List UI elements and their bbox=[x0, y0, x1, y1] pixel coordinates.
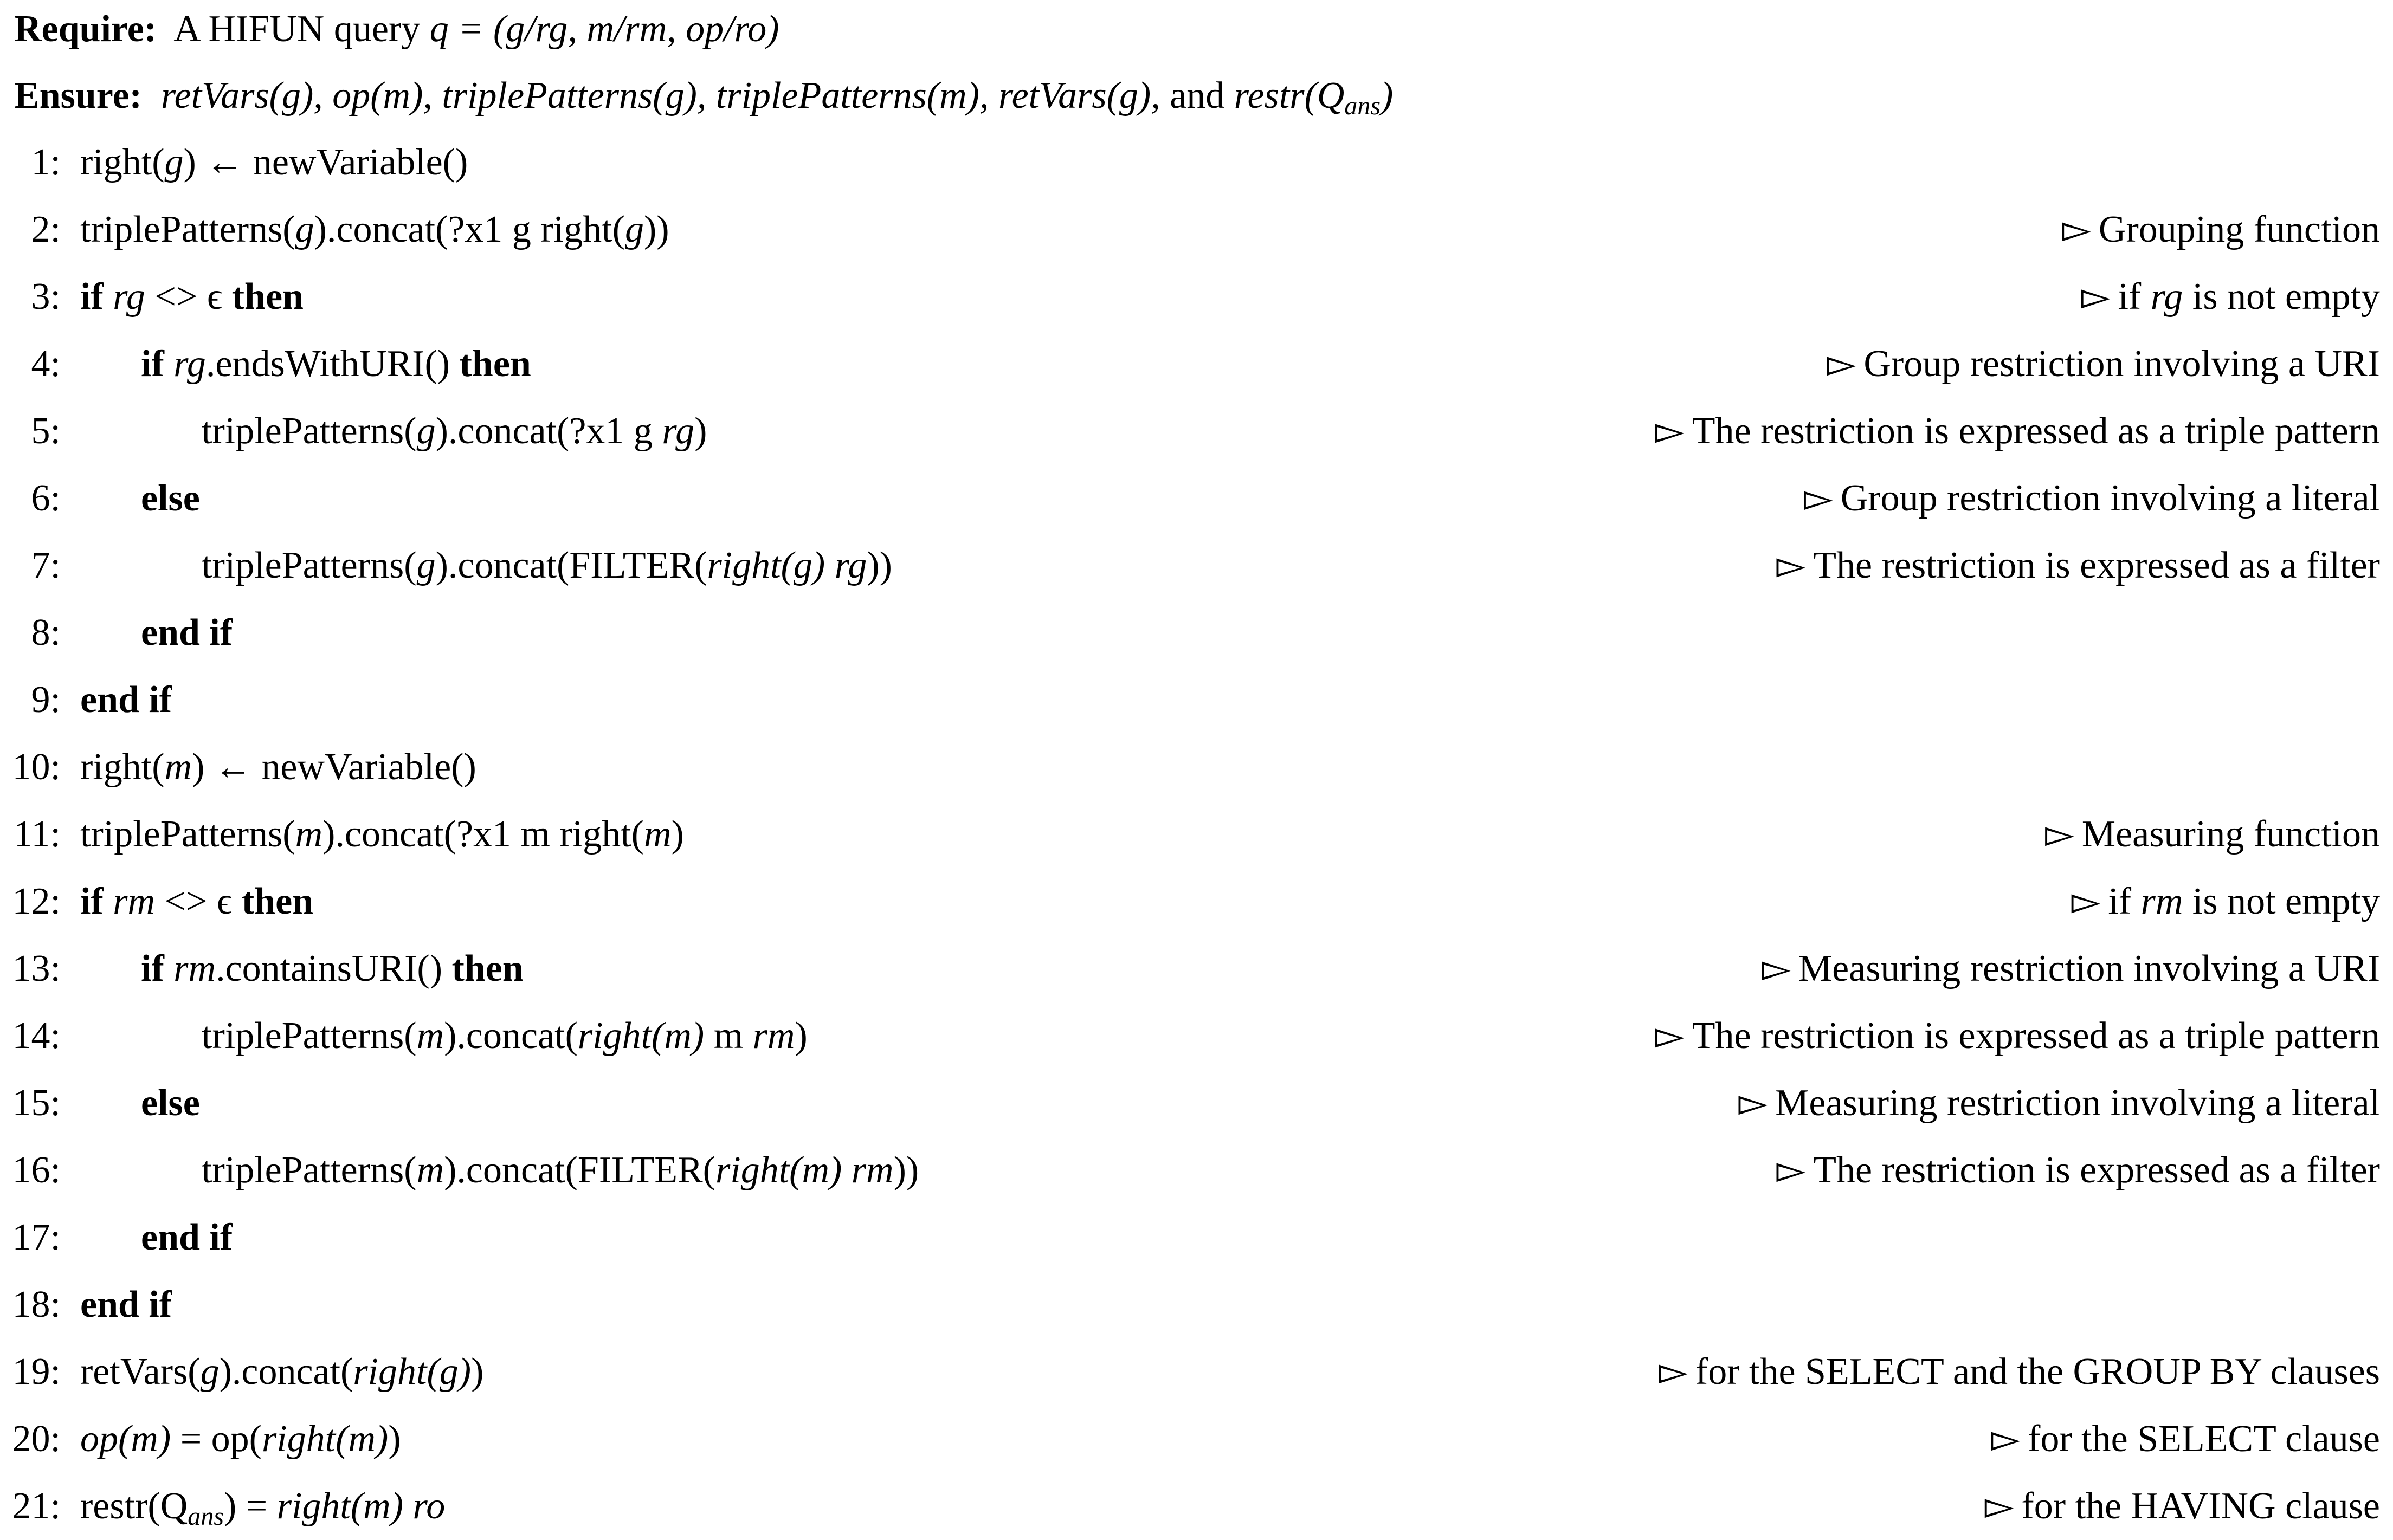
algorithm-line bbox=[0, 1271, 2393, 1338]
code-text: right(m) ← newVariable() bbox=[80, 746, 476, 788]
line-comment: ▻ The restriction is expressed as a filter bbox=[1776, 532, 2380, 599]
algorithm-line bbox=[0, 532, 2393, 599]
algorithm-line bbox=[0, 868, 2393, 935]
line-comment: ▻ The restriction is expressed as a triple pattern bbox=[1655, 398, 2380, 465]
code-text: if rg.endsWithURI() then bbox=[141, 343, 531, 385]
algorithm-line bbox=[0, 1002, 2393, 1070]
algorithm-line bbox=[0, 667, 2393, 734]
code-text: triplePatterns(m).concat(FILTER(right(m) rm)) bbox=[202, 1149, 919, 1191]
line-number: 12: bbox=[12, 881, 61, 922]
comment-triangle-icon: ▻ bbox=[2045, 813, 2074, 855]
line-comment: ▻ The restriction is expressed as a filter bbox=[1776, 1137, 2380, 1204]
require-line bbox=[0, 0, 2393, 63]
algorithm-line bbox=[0, 1338, 2393, 1406]
code-text: end if bbox=[80, 679, 172, 721]
line-number: 14: bbox=[12, 1015, 61, 1057]
comment-triangle-icon: ▻ bbox=[2071, 881, 2101, 922]
algorithm-line bbox=[0, 734, 2393, 801]
comment-triangle-icon: ▻ bbox=[1659, 1351, 1688, 1393]
code-text: $restr(Q_{ans})$ = right(m) ro bbox=[80, 1485, 446, 1531]
algorithm-line bbox=[0, 599, 2393, 667]
line-number: 13: bbox=[12, 948, 61, 989]
line-comment: ▻ Group restriction involving a URI bbox=[1827, 331, 2380, 398]
line-comment: ▻ Measuring restriction involving a literal bbox=[1738, 1070, 2380, 1137]
ensure-line bbox=[0, 62, 2393, 130]
code-text: retVars(g).concat(right(g)) bbox=[80, 1351, 484, 1393]
comment-triangle-icon: ▻ bbox=[1776, 1149, 1806, 1191]
line-number: 9: bbox=[31, 679, 61, 721]
line-comment: ▻ Grouping function bbox=[2062, 196, 2380, 263]
line-number: 17: bbox=[12, 1217, 61, 1258]
code-text: triplePatterns(m).concat(?x1 m right(m) bbox=[80, 813, 684, 855]
algorithm-line bbox=[0, 465, 2393, 532]
line-number: 18: bbox=[12, 1284, 61, 1325]
ensure-label: Ensure: bbox=[14, 75, 142, 117]
comment-triangle-icon: ▻ bbox=[1738, 1082, 1768, 1124]
line-comment: ▻ if rm is not empty bbox=[2071, 868, 2380, 935]
code-text: triplePatterns(g).concat(FILTER(right(g) rg)) bbox=[202, 545, 892, 586]
algorithm-line bbox=[0, 935, 2393, 1002]
line-number: 1: bbox=[31, 141, 61, 183]
comment-triangle-icon: ▻ bbox=[2081, 276, 2111, 318]
code-text: else bbox=[141, 477, 200, 519]
comment-triangle-icon: ▻ bbox=[1776, 545, 1806, 586]
line-comment: ▻ The restriction is expressed as a triple pattern bbox=[1655, 1002, 2380, 1070]
line-number: 11: bbox=[14, 813, 61, 855]
comment-triangle-icon: ▻ bbox=[1827, 343, 1856, 385]
line-number: 21: bbox=[12, 1485, 61, 1527]
comment-triangle-icon: ▻ bbox=[1984, 1485, 2014, 1527]
algorithm-line bbox=[0, 1137, 2393, 1204]
line-number: 10: bbox=[12, 746, 61, 788]
line-comment: ▻ for the HAVING clause bbox=[1985, 1473, 2380, 1540]
code-text: end if bbox=[141, 1217, 233, 1258]
algorithm-line bbox=[0, 1204, 2393, 1271]
comment-triangle-icon: ▻ bbox=[1655, 410, 1685, 452]
line-comment: ▻ for the SELECT clause bbox=[1991, 1406, 2380, 1473]
algorithm-line bbox=[0, 801, 2393, 868]
comment-triangle-icon: ▻ bbox=[1762, 948, 1791, 989]
algorithm-line bbox=[0, 1406, 2393, 1473]
line-number: 2: bbox=[31, 209, 61, 250]
code-text: triplePatterns(g).concat(?x1 g right(g)) bbox=[80, 209, 669, 250]
line-number: 20: bbox=[12, 1418, 61, 1460]
ensure-outputs: retVars(g), op(m), triplePatterns(g), triplePatterns(m), retVars(g), bbox=[160, 75, 1160, 117]
line-comment: ▻ if rg is not empty bbox=[2081, 263, 2380, 331]
ensure-restr: $restr(Q_{ans})$ bbox=[1234, 75, 1394, 120]
require-math: q = (g/rg, m/rm, op/ro) bbox=[429, 8, 779, 50]
comment-triangle-icon: ▻ bbox=[1655, 1015, 1685, 1057]
line-number: 5: bbox=[31, 410, 61, 452]
algorithm-line bbox=[0, 129, 2393, 196]
code-text: end if bbox=[80, 1284, 172, 1325]
line-comment: ▻ Measuring function bbox=[2045, 801, 2380, 868]
code-text: if rm <> ϵ then bbox=[80, 881, 314, 922]
code-text: else bbox=[141, 1082, 200, 1124]
line-number: 6: bbox=[31, 477, 61, 519]
algorithm-line bbox=[0, 196, 2393, 263]
ensure-and: and bbox=[1170, 75, 1225, 117]
code-text: if rg <> ϵ then bbox=[80, 276, 304, 318]
line-number: 16: bbox=[12, 1149, 61, 1191]
code-text: op(m) = op(right(m)) bbox=[80, 1418, 401, 1460]
algorithm-line bbox=[0, 1070, 2393, 1137]
code-text: end if bbox=[141, 612, 233, 653]
line-number: 3: bbox=[31, 276, 61, 318]
require-label: Require: bbox=[14, 8, 157, 50]
algorithm-line bbox=[0, 398, 2393, 465]
code-text: triplePatterns(g).concat(?x1 g rg) bbox=[202, 410, 707, 452]
comment-triangle-icon: ▻ bbox=[1803, 477, 1833, 519]
code-text: right(g) ← newVariable() bbox=[80, 141, 468, 183]
comment-triangle-icon: ▻ bbox=[1991, 1418, 2021, 1460]
require-text: A HIFUN query bbox=[173, 8, 421, 50]
line-number: 8: bbox=[31, 612, 61, 653]
algorithm-line bbox=[0, 331, 2393, 398]
line-comment: ▻ Group restriction involving a literal bbox=[1804, 465, 2380, 532]
code-text: if rm.containsURI() then bbox=[141, 948, 524, 989]
algorithm-line bbox=[0, 1473, 2393, 1540]
line-number: 7: bbox=[31, 545, 61, 586]
comment-triangle-icon: ▻ bbox=[2062, 209, 2091, 250]
line-comment: ▻ Measuring restriction involving a URI bbox=[1762, 935, 2380, 1002]
line-comment: ▻ for the SELECT and the GROUP BY clauses bbox=[1659, 1338, 2380, 1406]
line-number: 15: bbox=[12, 1082, 61, 1124]
algorithm-line bbox=[0, 263, 2393, 331]
line-number: 4: bbox=[31, 343, 61, 385]
code-text: triplePatterns(m).concat(right(m) m rm) bbox=[202, 1015, 808, 1057]
line-number: 19: bbox=[12, 1351, 61, 1393]
